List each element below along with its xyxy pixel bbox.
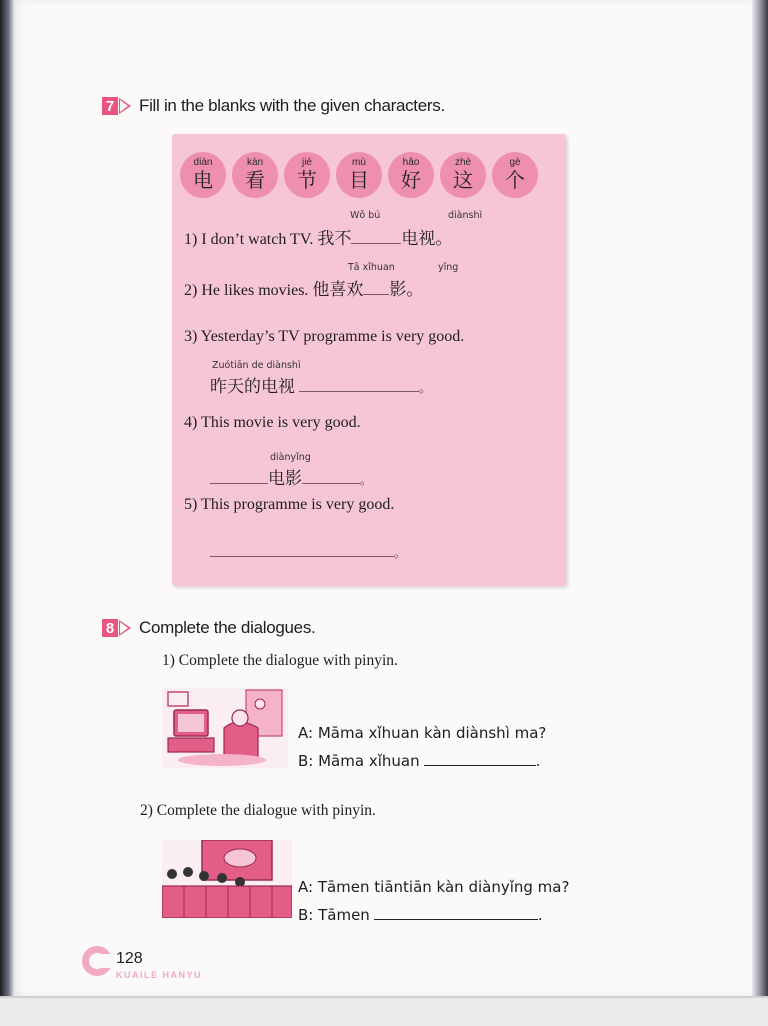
character-bubble: [336, 152, 382, 198]
character-pinyin: jié: [301, 157, 312, 168]
dialogue-end-mark: .: [535, 752, 541, 770]
character-bubble: [180, 152, 226, 198]
question-1: [184, 224, 452, 249]
character-bubble: [284, 152, 330, 198]
dialogue-2-line-a: A: Tāmen tiāntiān kàn diànyǐng ma?: [298, 878, 570, 896]
pinyin-annotation: diànyǐng: [270, 452, 311, 463]
question-5-answer: [210, 544, 406, 562]
question-hanzi: 电影: [268, 469, 302, 489]
character-hanzi: 电: [193, 168, 213, 192]
character-hanzi: 个: [505, 168, 525, 192]
answer-blank[interactable]: [351, 243, 401, 244]
arrow-icon: [119, 620, 131, 636]
dialogue-1-instruction: 1) Complete the dialogue with pinyin.: [162, 652, 398, 669]
cinema-audience-illustration: [162, 840, 292, 918]
page-arrow-icon: [80, 944, 114, 978]
answer-blank[interactable]: [424, 765, 536, 766]
exercise-box: [172, 134, 566, 586]
question-end-mark: 。: [419, 381, 432, 395]
answer-blank[interactable]: [363, 294, 389, 295]
question-3-answer: [210, 372, 431, 397]
arrow-icon: [119, 98, 131, 114]
next-page-edge: [752, 0, 768, 1024]
dialogue-speaker-text: B: Māma xǐhuan: [298, 752, 420, 770]
tv-living-room-illustration: [162, 688, 288, 768]
character-hanzi: 目: [349, 168, 369, 192]
question-english: 1) I don’t watch TV.: [184, 231, 314, 248]
question-3: 3) Yesterday’s TV programme is very good.: [184, 328, 465, 345]
character-pinyin: zhè: [454, 157, 472, 168]
section-title: Complete the dialogues.: [139, 618, 316, 637]
pinyin-annotation: Zuótiān de diànshì: [212, 360, 301, 371]
page-footer: [80, 944, 203, 983]
question-english: 2) He likes movies.: [184, 282, 309, 299]
section-8-header: [102, 618, 315, 638]
character-pinyin: mù: [352, 157, 366, 168]
character-hanzi: 看: [245, 168, 265, 192]
character-bubble: [232, 152, 278, 198]
series-name: KUAILE HANYU: [116, 970, 203, 980]
question-hanzi: 昨天的电视: [210, 377, 295, 397]
character-hanzi: 这: [453, 168, 473, 192]
page-number: 128: [116, 950, 143, 967]
character-bubble: [492, 152, 538, 198]
section-7-header: [102, 96, 445, 116]
section-number-badge: 7: [102, 97, 118, 115]
dialogue-speaker-text: B: Tāmen: [298, 906, 370, 924]
section-number-badge: 8: [102, 619, 118, 637]
question-end-mark: 。: [394, 546, 407, 560]
answer-blank[interactable]: [302, 483, 360, 484]
pinyin-annotation: yǐng: [438, 262, 459, 273]
dialogue-1-line-b: [298, 752, 540, 770]
answer-blank[interactable]: [374, 919, 538, 920]
pinyin-annotation: Wǒ bú: [350, 210, 381, 221]
answer-blank[interactable]: [299, 391, 419, 392]
character-pinyin: diàn: [193, 157, 213, 168]
page-bottom-edge: [0, 996, 768, 1026]
dialogue-end-mark: .: [537, 906, 543, 924]
section-title: Fill in the blanks with the given characters.: [139, 96, 445, 115]
character-pinyin: kàn: [246, 157, 264, 168]
character-bubble: [388, 152, 434, 198]
answer-blank[interactable]: [210, 483, 268, 484]
pinyin-annotation: Tā xǐhuan: [348, 262, 395, 273]
character-hanzi: 好: [401, 168, 421, 192]
character-pinyin: gè: [509, 157, 521, 168]
question-5: 5) This programme is very good.: [184, 496, 395, 513]
character-bank: [180, 152, 538, 198]
question-2: [184, 275, 423, 300]
book-spine-edge: [0, 0, 14, 1024]
question-hanzi: 电视。: [401, 229, 453, 249]
textbook-page: [14, 0, 752, 996]
question-4: 4) This movie is very good.: [184, 414, 361, 431]
pinyin-annotation: diànshì: [448, 210, 483, 221]
dialogue-1-line-a: A: Māma xǐhuan kàn diànshì ma?: [298, 724, 547, 742]
answer-blank[interactable]: [210, 556, 394, 557]
character-hanzi: 节: [297, 168, 317, 192]
question-hanzi: 影。: [389, 280, 424, 300]
character-bubble: [440, 152, 486, 198]
question-hanzi: 我不: [317, 229, 352, 249]
question-end-mark: 。: [360, 473, 373, 487]
dialogue-2-instruction: 2) Complete the dialogue with pinyin.: [140, 802, 376, 819]
dialogue-2-line-b: [298, 906, 543, 924]
question-hanzi: 他喜欢: [312, 280, 364, 300]
question-4-answer: [210, 464, 372, 489]
character-pinyin: hǎo: [402, 157, 420, 168]
